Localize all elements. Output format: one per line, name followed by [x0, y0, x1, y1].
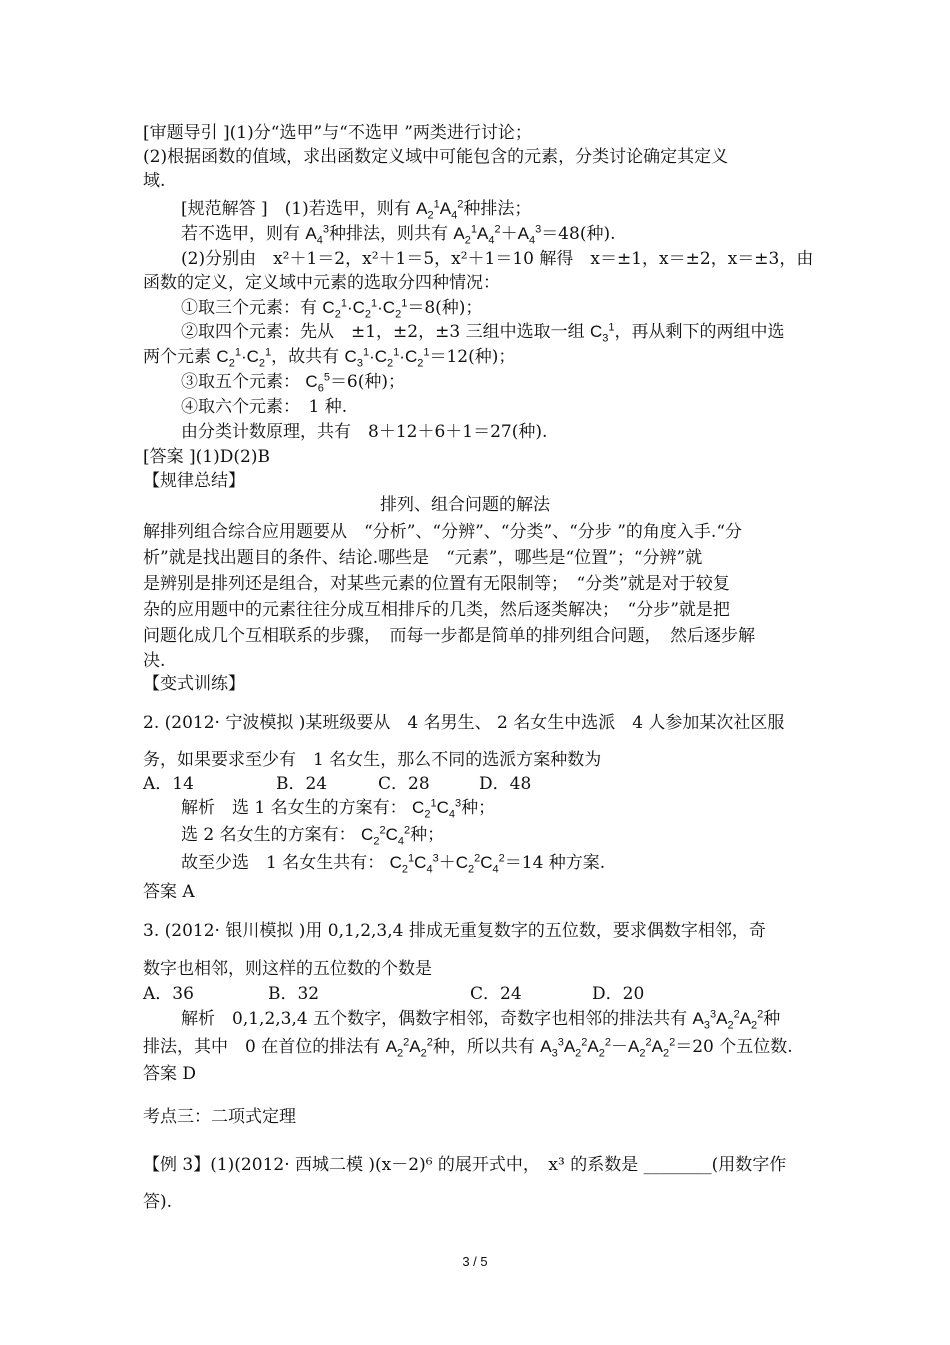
- section-heading: 考点三：二项式定理: [143, 1107, 296, 1127]
- option-c: C．24: [470, 984, 522, 1004]
- formula: $C_3^1$: [590, 321, 615, 345]
- option-b: B．32: [268, 984, 320, 1004]
- case-four: ②取四个元素：先从 ±1，±2，±3 三组中选取一组 $C_3^1$，再从剩下的两组中选: [181, 321, 785, 345]
- formula: $A_2^2A_2^2$: [385, 1036, 433, 1060]
- summary-title: 排列、组合问题的解法: [380, 495, 550, 515]
- case-six: ④取六个元素： 1 种.: [181, 397, 348, 417]
- summary-line-4: 杂的应用题中的元素往往分成互相排斥的几类，然后逐类解决； “分步”就是把: [143, 600, 730, 620]
- summary-line-1: 解排列组合综合应用题要从 “分析”、“分辨”、“分类”、“分步 ”的角度入手.“分: [143, 522, 743, 542]
- formula: $C_2^1C_4^3+C_2^2C_4^2$: [389, 852, 505, 876]
- example-3-line-1: 【例 3】(1)(2012· 西城二模 )(x－2)⁶ 的展开式中， x³ 的系数是 ________(用数字作: [143, 1155, 787, 1175]
- formula: $A_4^3$: [305, 223, 329, 247]
- solution-line-4: 函数的定义，定义域中元素的选取分四种情况：: [143, 273, 500, 293]
- summary-line-2: 析”就是找出题目的条件、结论.哪些是 “元素”，哪些是“位置”；“分辨”就: [143, 548, 703, 568]
- section-heading: 【规律总结】: [143, 471, 245, 491]
- option-d: D．20: [592, 984, 645, 1004]
- analysis-line-1: 解析 选 1 名女生的方案有： $C_2^1C_4^3$种；: [181, 797, 496, 821]
- option-d: D．48: [479, 774, 532, 794]
- answer: [答案 ](1)D(2)B: [143, 447, 270, 467]
- option-b: B．24: [276, 774, 328, 794]
- formula: $C_2^1\cdot C_2^1\cdot C_2^1$: [322, 297, 408, 321]
- summary-line-5: 问题化成几个互相联系的步骤， 而每一步都是简单的排列组合问题， 然后逐步解: [143, 626, 755, 646]
- case-four-cont: 两个元素 $C_2^1\cdot C_2^1$，故共有 $C_3^1\cdot C_2^1\cdot C_2^1=12$(种)；: [143, 346, 516, 370]
- formula: $A_3^3A_2^2A_2^2$: [692, 1008, 764, 1032]
- solution-line-2: 若不选甲，则有 $A_4^3$种排法，则共有 $A_2^1A_4^2+A_4^3=48$(种).: [181, 223, 616, 247]
- example-3-line-2: 答).: [143, 1192, 173, 1212]
- formula: $C_2^1C_4^3$: [412, 797, 462, 821]
- formula: $A_3^3A_2^2A_2^2-A_2^2A_2^2$: [540, 1036, 676, 1060]
- summary-line-6: 决.: [143, 651, 166, 671]
- answer: 答案 D: [143, 1064, 197, 1084]
- case-three: ①取三个元素：有 $C_2^1\cdot C_2^1\cdot C_2^1=8$(种)；: [181, 297, 483, 321]
- question-2-line-1: 2. (2012· 宁波模拟 )某班级要从 4 名男生、 2 名女生中选派 4 人参加某次社区服: [143, 713, 785, 733]
- analysis-line-3: 故至少选 1 名女生共有： $C_2^1C_4^3+C_2^2C_4^2=14$ 种方案.: [181, 852, 606, 876]
- option-a: A．36: [143, 984, 194, 1004]
- guide-line-1: [审题导引 ](1)分“选甲”与“不选甲 ”两类进行讨论；: [143, 123, 532, 143]
- answer: 答案 A: [143, 882, 195, 902]
- question-2-line-2: 务，如果要求至少有 1 名女生，那么不同的选派方案种数为: [143, 750, 602, 770]
- guide-line-3: 域.: [143, 171, 166, 191]
- analysis-line-2: 选 2 名女生的方案有： $C_2^2C_4^2$种；: [181, 824, 445, 848]
- question-3-line-1: 3. (2012· 银川模拟 )用 0,1,2,3,4 排成无重复数字的五位数，要求偶数字相邻，奇: [143, 921, 766, 941]
- page-number: 3 / 5: [462, 1254, 488, 1269]
- analysis-line-2: 排法，其中 0 在首位的排法有 $A_2^2A_2^2$种，所以共有 $A_3^3A_2^2A_2^2-A_2^2A_2^2=20$ 个五位数.: [143, 1036, 793, 1060]
- analysis-line-1: 解析 0,1,2,3,4 五个数字，偶数字相邻，奇数字也相邻的排法共有 $A_3^3A_2^2A_2^2$种: [181, 1008, 781, 1032]
- guide-line-2: (2)根据函数的值域，求出函数定义域中可能包含的元素，分类讨论确定其定义: [143, 147, 729, 167]
- option-c: C．28: [378, 774, 430, 794]
- solution-line-1: [规范解答 ] (1)若选甲，则有 $A_2^1A_4^2$种排法；: [181, 198, 532, 222]
- formula: $C_3^1\cdot C_2^1\cdot C_2^1$: [344, 346, 430, 370]
- case-five: ③取五个元素： $C_6^5=6$(种)；: [181, 371, 406, 395]
- section-heading: 【变式训练】: [143, 674, 245, 694]
- formula: $C_2^2C_4^2$: [361, 824, 411, 848]
- option-a: A．14: [143, 774, 194, 794]
- solution-line-3: (2)分别由 x²＋1＝2，x²＋1＝5，x²＋1＝10 解得 x＝±1，x＝±2，x＝±3，由: [181, 249, 814, 269]
- question-3-line-2: 数字也相邻，则这样的五位数的个数是: [143, 959, 432, 979]
- summary-line-3: 是辨别是排列还是组合，对某些元素的位置有无限制等； “分类”就是对于较复: [143, 574, 730, 594]
- formula: $C_6^5$: [305, 371, 330, 395]
- formula: $A_2^1A_4^2+A_4^3$: [453, 223, 542, 247]
- solution-total: 由分类计数原理，共有 8＋12＋6＋1＝27(种).: [181, 422, 548, 442]
- formula: $C_2^1\cdot C_2^1$: [216, 346, 272, 370]
- formula: $A_2^1A_4^2$: [416, 198, 464, 222]
